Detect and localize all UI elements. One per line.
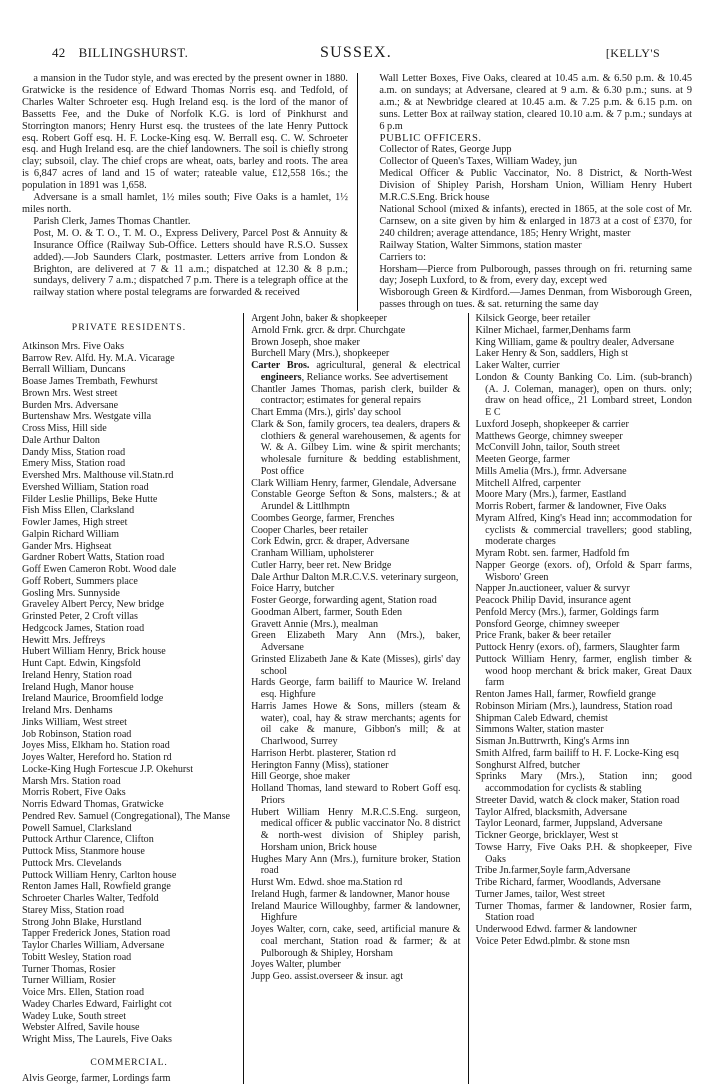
list-item: Meeten George, farmer xyxy=(475,454,570,466)
list-item: Mills Amelia (Mrs.), frmr. Adversane xyxy=(475,465,627,477)
list-item: Carter Bros. agricultural, general & electrical engineers, Reliance works. See advertisement xyxy=(251,360,461,383)
prose-section xyxy=(22,73,692,311)
list-item: Tapper Frederick Jones, Station road xyxy=(22,928,171,940)
list-item: Foice Harry, butcher xyxy=(251,583,335,595)
business-trade: engineers xyxy=(260,371,302,383)
list-item: Turner Thomas, Rosier xyxy=(22,963,116,975)
list-item: Morris Robert, farmer & landowner, Five Oaks xyxy=(475,501,667,513)
list-item: Hewitt Mrs. Jeffreys xyxy=(22,634,106,646)
list-item: Taylor Leonard, farmer, Juppsland, Adversane xyxy=(475,818,663,830)
list-item: Robinson Miriam (Mrs.), laundress, Station road xyxy=(475,700,673,712)
list-item: Dandy Miss, Station road xyxy=(22,446,126,458)
list-item: Cooper Charles, beer retailer xyxy=(251,524,368,536)
list-item: Joyes Walter, Hereford ho. Station rd xyxy=(22,752,172,764)
list-item: Morris Robert, Five Oaks xyxy=(22,787,126,799)
list-item: Myram Alfred, King's Head inn; accommodation for cyclists & commercial travellers; good stabling, moderate charges xyxy=(475,512,692,548)
list-item: Ireland Mrs. Denhams xyxy=(22,705,113,717)
public-officers-heading: PUBLIC OFFICERS. xyxy=(379,132,482,144)
list-item: Smith Alfred, farm bailiff to H. F. Locke-King esq xyxy=(475,747,679,759)
list-item: Napper Jn.auctioneer, valuer & survyr xyxy=(475,583,630,595)
list-item: Tribe Richard, farmer, Woodlands, Adversane xyxy=(475,877,661,889)
list-item: Voice Peter Edwd.plmbr. & stone msn xyxy=(475,935,630,947)
list-item: Peacock Philip David, insurance agent xyxy=(475,595,632,607)
list-item: Cranham William, upholsterer xyxy=(251,548,374,560)
officer-entry: Collector of Queen's Taxes, William Wadey, jun xyxy=(379,156,578,168)
list-item: Coombes George, farmer, Frenches xyxy=(251,512,395,524)
list-item: Chart Emma (Mrs.), girls' day school xyxy=(251,407,402,419)
list-item: Kilner Michael, farmer,Denhams farm xyxy=(475,324,631,336)
list-item: Wadey Luke, South street xyxy=(22,1010,127,1022)
list-item: Norris Edward Thomas, Gratwicke xyxy=(22,799,164,811)
list-item: Puttock Arthur Clarence, Clifton xyxy=(22,834,154,846)
list-item: Joyes Miss, Elkham ho. Station road xyxy=(22,740,170,752)
list-item: Streeter David, watch & clock maker, Station road xyxy=(475,794,680,806)
parish-description-paragraph: a mansion in the Tudor style, and was erected by the present owner in 1880. Gratwicke is the residence of Edward Thomas Norris esq. and Tedfold, of Charles Walter Schroeter esq. Hugh Ireland esq. is the lord of the manor of Bassetts Fee, and the Duke of Norfolk K.G. is lord of Pinkhurst and Storrington manors; Henry Hurst esq. the trustees of the late Henry Puttock esq. Robert Goff esq. H. F. Locke-King esq. W. Berrall esq. C. W. Schroeter esq. and Hugh Ireland esq. are the chief landowners. The soil is chiefly strong clay; subsoil, clay. The chief crops are wheat, oats, barley and roots. The area is 6,847 acres of land and 15 of water; rateable value, £12,558 16s.; the population in 1891 was 1,658. xyxy=(22,73,348,192)
publisher-name: [KELLY'S xyxy=(605,46,661,60)
list-item: Goff Robert, Summers place xyxy=(22,575,138,587)
list-item: Laker Walter, currier xyxy=(475,360,560,372)
list-item: Ireland Henry, Station road xyxy=(22,669,132,681)
commercial-heading: COMMERCIAL. xyxy=(90,1056,168,1068)
commercial-list-column-2 xyxy=(251,313,460,983)
carrier-entry: Horsham—Pierce from Pulborough, passes through on fri. returning same day; Joseph Luxford, to & from, every day, except wed xyxy=(379,263,692,287)
list-item: Puttock Miss, Stanmore house xyxy=(22,846,145,858)
list-item: Ireland Hugh, Manor house xyxy=(22,681,134,693)
list-item: Fish Miss Ellen, Clarksland xyxy=(22,505,135,517)
list-item: Gander Mrs. Highseat xyxy=(22,540,112,552)
list-item: Green Elizabeth Mary Ann (Mrs.), baker, Adversane xyxy=(251,630,461,654)
directory-column-3 xyxy=(468,313,692,1084)
wall-letter-boxes-paragraph: Wall Letter Boxes, Five Oaks, cleared at 10.45 a.m. & 6.50 p.m. & 10.45 a.m. on sundays; at Adversane, cleared at 9 a.m. & 6.30 p.m.; suns. at 9 a.m.; & at Newbridge cleared at 10.45 a.m. & 7.25 p.m. & 6.15 p.m. on suns. Letter Box at railway station, cleared 10.10 a.m. & 7 p.m.; sundays at 6 p.m xyxy=(379,73,692,132)
list-item: Starey Miss, Station road xyxy=(22,904,125,916)
list-item: Cutler Harry, beer ret. New Bridge xyxy=(251,559,392,571)
list-item: Gravett Annie (Mrs.), mealman xyxy=(251,618,379,630)
list-item: Barrow Rev. Alfd. Hy. M.A. Vicarage xyxy=(22,352,175,364)
officer-entry: Collector of Rates, George Jupp xyxy=(379,144,512,156)
carrier-entry: Wisborough Green & Kirdford.—James Denman, from Wisborough Green, passes through on tues. & sat. returning the same day xyxy=(379,287,692,311)
list-item: Ireland Maurice, Broomfield lodge xyxy=(22,693,164,705)
list-item: Matthews George, chimney sweeper xyxy=(475,430,623,442)
officer-entry: Railway Station, Walter Simmons, station master xyxy=(379,239,582,251)
list-item: Powell Samuel, Clarksland xyxy=(22,822,132,834)
list-item: Napper George (exors. of), Orfold & Sparr farms, Wisboro' Green xyxy=(475,559,692,583)
commercial-list-column-3 xyxy=(476,313,692,948)
list-item: Hedgcock James, Station road xyxy=(22,622,145,634)
list-item: Mitchell Alfred, carpenter xyxy=(475,477,581,489)
list-item: Kilsick George, beer retailer xyxy=(475,313,591,325)
list-item: Burden Mrs. Adversane xyxy=(22,399,119,411)
list-item: Jupp Geo. assist.overseer & insur. agt xyxy=(251,971,404,983)
prose-column-right xyxy=(357,73,692,311)
list-item: Penfold Mercy (Mrs.), farmer, Goldings farm xyxy=(475,606,660,618)
list-item: Fowler James, High street xyxy=(22,517,128,529)
list-item: Puttock William Henry, farmer, english timber & wood hoop merchant & brick maker, Great Daux farm xyxy=(475,653,692,689)
business-name: Carter Bros. xyxy=(251,360,310,372)
list-item: Myram Robt. sen. farmer, Hadfold fm xyxy=(475,548,630,560)
list-item: Gardner Robert Watts, Station road xyxy=(22,552,165,564)
list-item: Cork Edwin, grcr. & draper, Adversane xyxy=(251,536,410,548)
list-item: Wadey Charles Edward, Fairlight cot xyxy=(22,998,172,1010)
list-item: Tickner George, bricklayer, West st xyxy=(475,830,619,842)
list-item: Tribe Jn.farmer,Soyle farm,Adversane xyxy=(475,865,631,877)
list-item: Clark William Henry, farmer, Glendale, Adversane xyxy=(251,477,457,489)
list-item: Underwood Edwd. farmer & landowner xyxy=(475,924,637,936)
list-item: Hughes Mary Ann (Mrs.), furniture broker, Station road xyxy=(251,853,461,877)
list-item: Boase James Trembath, Fewhurst xyxy=(22,376,158,388)
directory-column-1 xyxy=(22,313,243,1084)
county-name: SUSSEX. xyxy=(320,44,392,61)
private-residents-list xyxy=(22,341,236,1046)
list-item: Harrison Herbt. plasterer, Station rd xyxy=(251,747,396,759)
running-head-left xyxy=(52,45,320,61)
list-item: Laker Henry & Son, saddlers, High st xyxy=(475,348,629,360)
list-item: Berrall William, Duncans xyxy=(22,364,126,376)
list-item: Clark & Son, family grocers, tea dealers, drapers & clothiers & general warehousemen, & agents for W. & A. Gilbey Lim. wine & spirit merchants; wholesale furniture & bedding establishment, Post office xyxy=(251,418,461,477)
post-office-paragraph: Post, M. O. & T. O., T. M. O., Express Delivery, Parcel Post & Annuity & Insurance Office (Railway Sub-Office. Letters should have R.S.O. Sussex added).—Job Saunders Clark, postmaster. Letters arrive from London & Brighton, are delivered at 7 & 11 a.m.; dispatched at 12.30 & 8 p.m.; sundays, delivery 7 a.m.; dispatched 7 p.m. There is a telegraph office at the railway station where postal telegrams are forwarded & received xyxy=(33,227,348,299)
page-number: 42 xyxy=(52,45,66,60)
list-item: Puttock William Henry, Carlton house xyxy=(22,869,177,881)
list-item: Arnold Frnk. grcr. & drpr. Churchgate xyxy=(251,324,406,336)
list-item: Brown Joseph, shoe maker xyxy=(251,336,360,348)
list-item: Evershed William, Station road xyxy=(22,481,149,493)
list-item: Emery Miss, Station road xyxy=(22,458,126,470)
list-item: Taylor Alfred, blacksmith, Adversane xyxy=(475,806,628,818)
list-item: Luxford Joseph, shopkeeper & carrier xyxy=(475,418,629,430)
list-item: Towse Harry, Five Oaks P.H. & shopkeeper, Five Oaks xyxy=(475,841,692,865)
running-head xyxy=(22,44,692,62)
list-item: Voice Mrs. Ellen, Station road xyxy=(22,987,145,999)
list-item: Songhurst Alfred, butcher xyxy=(475,759,581,771)
private-residents-heading: PRIVATE RESIDENTS. xyxy=(71,322,187,334)
list-item: Hurst Wm. Edwd. shoe ma.Station rd xyxy=(251,877,403,889)
list-item: Hill George, shoe maker xyxy=(251,771,351,783)
list-item: Turner Thomas, farmer & landowner, Rosier farm, Station road xyxy=(475,900,692,924)
list-item: Constable George Sefton & Sons, malsters.; & at Arundel & Littlhmptn xyxy=(251,489,461,513)
list-item: Webster Alfred, Savile house xyxy=(22,1022,140,1034)
list-item: Joyes Walter, plumber xyxy=(251,959,341,971)
list-item: Alvis George, farmer, Lordings farm xyxy=(22,1072,171,1084)
list-item: Filder Leslie Phillips, Beke Hutte xyxy=(22,493,158,505)
carriers-heading: Carriers to: xyxy=(379,251,426,263)
list-item: Ireland Hugh, farmer & landowner, Manor house xyxy=(251,888,450,900)
list-item: Turner William, Rosier xyxy=(22,975,116,987)
list-item: Job Robinson, Station road xyxy=(22,728,132,740)
directory-listings xyxy=(22,313,692,1084)
list-item: Locke-King Hugh Fortescue J.P. Okehurst xyxy=(22,763,194,775)
officer-entry: National School (mixed & infants), erected in 1865, at the sole cost of Mr. Carnsew, on a site given by him & enlarged in 1873 at a cost of £370, for 240 children; average attendance, 185; Henry Wright, master xyxy=(379,203,692,239)
list-item: Renton James Hall, Rowfield grange xyxy=(22,881,171,893)
list-item: Moore Mary (Mrs.), farmer, Eastland xyxy=(475,489,627,501)
list-item: McConvill John, tailor, South street xyxy=(475,442,620,454)
list-item: Burtenshaw Mrs. Westgate villa xyxy=(22,411,152,423)
officer-entry: Medical Officer & Public Vaccinator, No. 8 District, & North-West Division of Shipley Parish, Horsham Union, William Henry Hubert M.R.C.S.Eng. Brick house xyxy=(379,168,692,204)
list-item: Chantler James Thomas, parish clerk, builder & contractor; estimates for general repairs xyxy=(251,383,461,407)
hamlets-paragraph: Adversane is a small hamlet, 1½ miles south; Five Oaks is a hamlet, 1½ miles north. xyxy=(22,192,348,215)
list-item: Dale Arthur Dalton M.R.C.V.S. veterinary surgeon, xyxy=(251,571,459,583)
list-item: Wright Miss, The Laurels, Five Oaks xyxy=(22,1034,172,1046)
place-name: BILLINGSHURST. xyxy=(78,45,189,60)
list-item: Turner James, tailor, West street xyxy=(475,888,605,900)
directory-column-2 xyxy=(243,313,467,1084)
list-item: Strong John Blake, Hurstland xyxy=(22,916,142,928)
list-item: Joyes Walter, corn, cake, seed, artificial manure & coal merchant, Station road & farmer; & at Pulborough & Shipley, Horsham xyxy=(251,924,461,959)
list-item: Pendred Rev. Samuel (Congregational), The Manse xyxy=(22,810,230,822)
list-item: Harris James Howe & Sons, millers (steam & water), coal, hay & straw merchants; agents for oil cake & manure, Gibbon's mill; & at Charlwood, Surrey xyxy=(251,700,461,748)
list-item: Burchell Mary (Mrs.), shopkeeper xyxy=(251,348,390,360)
list-item: Ponsford George, chimney sweeper xyxy=(475,618,620,630)
list-item: Tobitt Wesley, Station road xyxy=(22,951,132,963)
list-item: Goff Ewen Cameron Robt. Wood dale xyxy=(22,564,177,576)
list-item: Evershed Mrs. Malthouse vil.Statn.rd xyxy=(22,470,174,482)
list-item: London & County Banking Co. Lim. (sub-branch) (A. J. Coleman, manager), open on thurs. only; draw on head office,, 21 Lombard street, London E C xyxy=(475,371,692,419)
list-item: Taylor Charles William, Adversane xyxy=(22,940,165,952)
list-item: Price Frank, baker & beer retailer xyxy=(475,630,612,642)
list-item: Shipman Caleb Edward, chemist xyxy=(475,712,608,724)
list-item: Goodman Albert, farmer, South Eden xyxy=(251,606,403,618)
list-item: Jinks William, West street xyxy=(22,716,127,728)
list-item: Marsh Mrs. Station road xyxy=(22,775,121,787)
list-item: Schroeter Charles Walter, Tedfold xyxy=(22,893,159,905)
list-item: Simmons Walter, station master xyxy=(475,724,604,736)
list-item: Atkinson Mrs. Five Oaks xyxy=(22,340,125,352)
list-item: Grinsted Peter, 2 Croft villas xyxy=(22,611,138,623)
list-item: Foster George, forwarding agent, Station road xyxy=(251,595,437,607)
list-item: Sprinks Mary (Mrs.), Station inn; good accommodation for cyclists & stabling xyxy=(475,771,692,795)
list-item: Sisman Jn.Buttrwrth, King's Arms inn xyxy=(475,736,630,748)
list-item: Galpin Richard William xyxy=(22,528,119,540)
list-item: Ireland Maurice Willoughby, farmer & landowner, Highfure xyxy=(251,900,461,924)
list-item: Gosling Mrs. Sunnyside xyxy=(22,587,120,599)
list-item: Hards George, farm bailiff to Maurice W. Ireland esq. Highfure xyxy=(251,677,461,701)
list-item: Renton James Hall, farmer, Rowfield grange xyxy=(475,689,656,701)
list-item: Dale Arthur Dalton xyxy=(22,434,100,446)
list-item: Grinsted Elizabeth Jane & Kate (Misses), girls' day school xyxy=(251,653,461,677)
list-item: Argent John, baker & shopkeeper xyxy=(251,313,387,325)
prose-column-left xyxy=(22,73,357,311)
list-item: Brown Mrs. West street xyxy=(22,387,118,399)
list-item: Cross Miss, Hill side xyxy=(22,423,107,435)
list-item: Graveley Albert Percy, New bridge xyxy=(22,599,165,611)
list-item: Puttock Mrs. Clevelands xyxy=(22,857,122,869)
parish-clerk-paragraph: Parish Clerk, James Thomas Chantler. xyxy=(33,215,191,227)
list-item: Hubert William Henry, Brick house xyxy=(22,646,166,658)
list-item: Herington Fanny (Miss), stationer xyxy=(251,759,389,771)
list-item: Holland Thomas, land steward to Robert Goff esq. Priors xyxy=(251,783,461,806)
list-item: King William, game & poultry dealer, Adversane xyxy=(475,336,675,348)
list-item: Puttock Henry (exors. of), farmers, Slaughter farm xyxy=(475,642,680,654)
list-item: Hubert William Henry M.R.C.S.Eng. surgeon, medical officer & public vaccinator No. 8 district & north-west division of Shipley parish, Horsham union, Brick house xyxy=(251,806,461,853)
list-item: Hunt Capt. Edwin, Kingsfold xyxy=(22,658,141,670)
